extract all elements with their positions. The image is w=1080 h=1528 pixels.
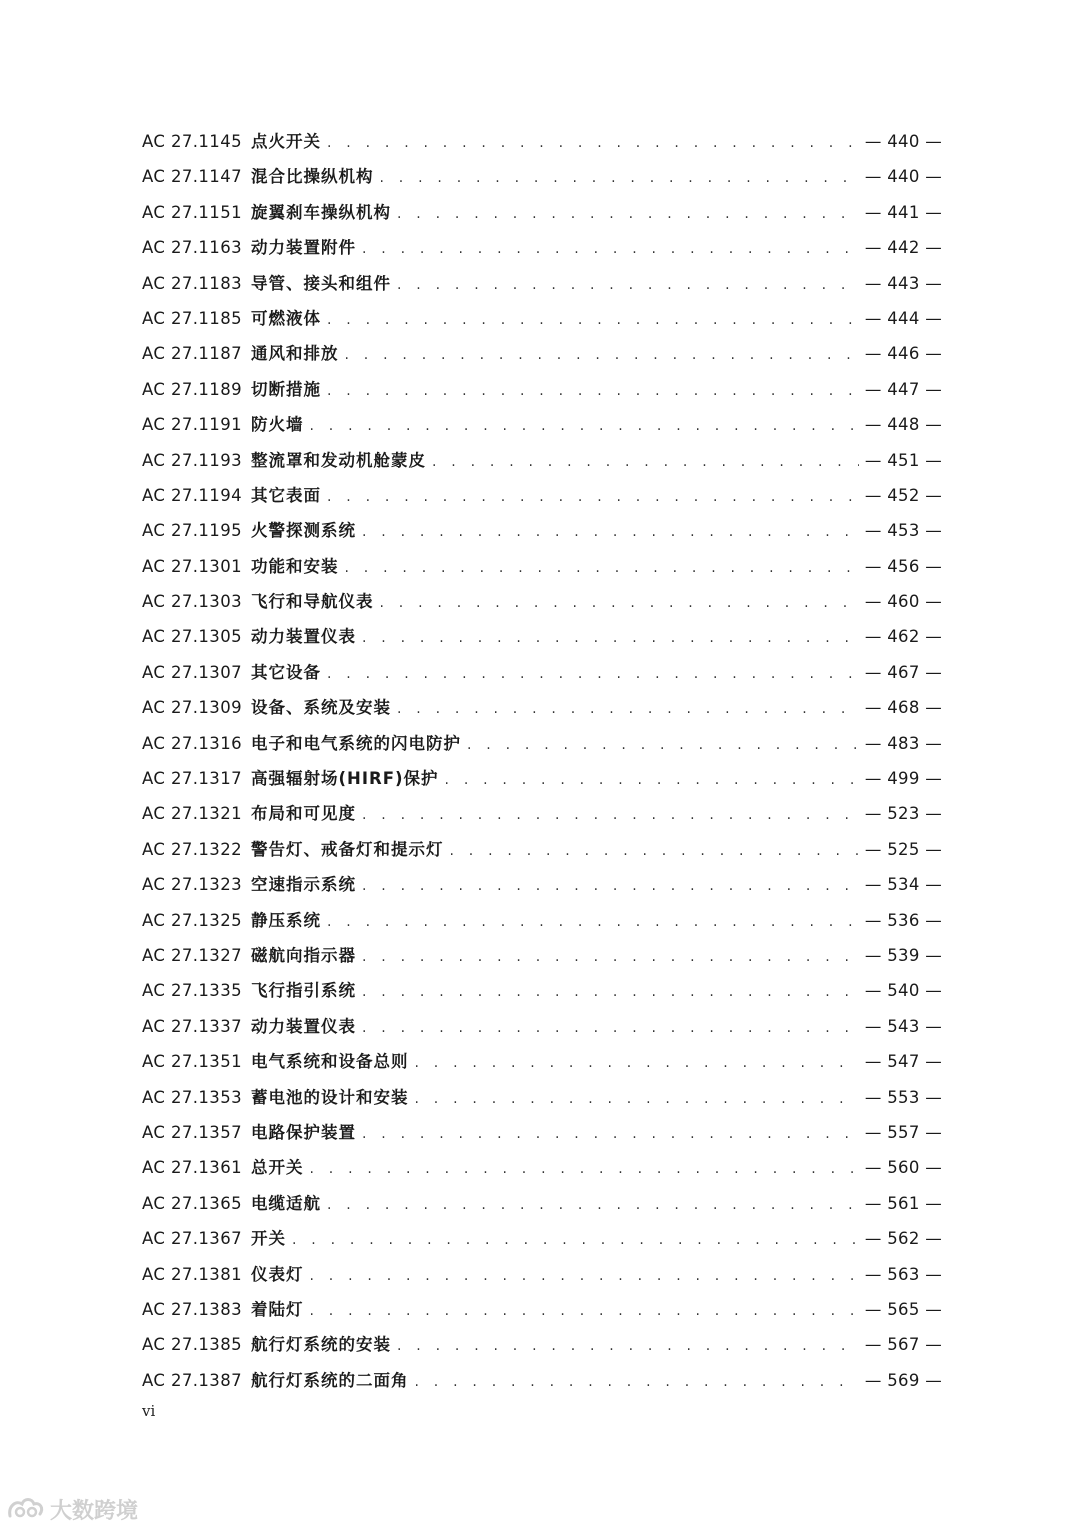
toc-entry-page: — 563 — [864, 1264, 942, 1284]
toc-entry [142, 761, 942, 796]
toc-entry-code: AC 27.1145 [142, 132, 242, 151]
toc-entry-code: AC 27.1361 [142, 1158, 242, 1178]
toc-entry-code: AC 27.1325 [142, 910, 242, 930]
toc-entry-page: — 536 — [864, 910, 942, 930]
toc-entry-page: — 543 — [864, 1016, 942, 1036]
toc-entry-page: — 452 — [864, 485, 942, 505]
toc-entry-title: 布局和可见度 [251, 804, 356, 824]
toc-entry [142, 903, 942, 938]
toc-entry-code: AC 27.1317 [142, 769, 242, 789]
toc-entry-code: AC 27.1337 [142, 1016, 242, 1036]
toc-entry-code: AC 27.1193 [142, 450, 242, 470]
toc-entry [142, 443, 942, 478]
toc-entry-title: 空速指示系统 [251, 875, 356, 895]
toc-entry-title: 电气系统和设备总则 [251, 1052, 409, 1072]
toc-entry-title: 磁航向指示器 [251, 945, 356, 965]
page-number: vi [142, 1402, 156, 1420]
toc-entry-code: AC 27.1365 [142, 1193, 242, 1213]
toc-entry-title: 其它设备 [251, 662, 321, 682]
dot-leader [415, 1365, 859, 1400]
toc-entry-code: AC 27.1383 [142, 1299, 242, 1319]
toc-entry-page: — 547 — [864, 1052, 942, 1072]
toc-entry-title: 通风和排放 [251, 344, 339, 364]
toc-entry-page: — 561 — [864, 1193, 942, 1213]
toc-entry-page: — 569 — [864, 1370, 942, 1390]
toc-entry [142, 1150, 942, 1185]
toc-entry-title: 电缆适航 [251, 1193, 321, 1213]
toc-entry [142, 478, 942, 513]
toc-entry-page: — 523 — [864, 804, 942, 824]
dot-leader [327, 905, 859, 940]
toc-entry [142, 1044, 942, 1079]
toc-entry [142, 195, 942, 230]
toc-entry-title: 切断措施 [251, 379, 321, 399]
dot-leader [380, 586, 859, 621]
toc-entry-title: 航行灯系统的安装 [251, 1335, 391, 1355]
toc-entry [142, 1363, 942, 1398]
toc-entry-code: AC 27.1327 [142, 945, 242, 965]
toc-entry-title: 旋翼刹车操纵机构 [251, 202, 391, 222]
toc-entry-page: — 456 — [864, 556, 942, 576]
toc-entry-page: — 460 — [864, 592, 942, 612]
toc-entry-page: — 565 — [864, 1299, 942, 1319]
toc-entry-page: — 442 — [864, 238, 942, 258]
toc-entry-code: AC 27.1385 [142, 1335, 242, 1355]
dot-leader [362, 621, 859, 656]
dot-leader [310, 1259, 859, 1294]
dot-leader [362, 515, 859, 550]
toc-entry-code: AC 27.1357 [142, 1122, 242, 1142]
toc-entry-page: — 499 — [864, 769, 942, 789]
toc-entry-page: — 560 — [864, 1158, 942, 1178]
toc-entry-title: 开关 [251, 1229, 286, 1249]
toc-entry [142, 1115, 942, 1150]
toc-entry-title: 电路保护装置 [251, 1122, 356, 1142]
toc-entry-title: 飞行和导航仪表 [251, 592, 374, 612]
toc-entry [142, 1186, 942, 1221]
toc-entry [142, 1292, 942, 1327]
dot-leader [362, 232, 859, 267]
dot-leader [380, 161, 859, 196]
toc-entry-title: 电子和电气系统的闪电防护 [251, 733, 461, 753]
toc-entry-code: AC 27.1187 [142, 344, 242, 364]
toc-entry [142, 1221, 942, 1256]
toc-entry-title: 设备、系统及安装 [251, 698, 391, 718]
toc-entry [142, 973, 942, 1008]
toc-entry [142, 513, 942, 548]
toc-entry [142, 867, 942, 902]
dot-leader [450, 834, 859, 869]
toc-entry [142, 301, 942, 336]
toc-entry-title: 动力装置附件 [251, 238, 356, 258]
dot-leader [327, 657, 859, 692]
toc-entry [142, 1080, 942, 1115]
dot-leader [362, 1011, 859, 1046]
dot-leader [415, 1046, 859, 1081]
toc-entry-code: AC 27.1307 [142, 662, 242, 682]
dot-leader [397, 197, 859, 232]
toc-entry-page: — 540 — [864, 981, 942, 1001]
dot-leader [327, 303, 859, 338]
toc-entry-page: — 562 — [864, 1229, 942, 1249]
dot-leader [432, 445, 859, 480]
dot-leader [445, 763, 859, 798]
toc-entry-title: 火警探测系统 [251, 521, 356, 541]
toc-entry-title: 飞行指引系统 [251, 981, 356, 1001]
toc-entry-page: — 557 — [864, 1122, 942, 1142]
dot-leader [310, 1152, 859, 1187]
dot-leader [362, 869, 859, 904]
toc-entry-title: 高强辐射场(HIRF)保护 [251, 769, 439, 789]
toc-entry-page: — 567 — [864, 1335, 942, 1355]
toc-entry-page: — 441 — [864, 202, 942, 222]
dot-leader [362, 798, 859, 833]
toc-entry-title: 着陆灯 [251, 1299, 304, 1319]
dot-leader [327, 480, 859, 515]
toc-entry-code: AC 27.1351 [142, 1052, 242, 1072]
toc-entry [142, 1009, 942, 1044]
toc-entry-title: 总开关 [251, 1158, 304, 1178]
dot-leader [327, 374, 859, 409]
toc-entry-page: — 453 — [864, 521, 942, 541]
toc-entry [142, 336, 942, 371]
toc-entry-title: 蓄电池的设计和安装 [251, 1087, 409, 1107]
toc-entry-page: — 553 — [864, 1087, 942, 1107]
toc-entry [142, 549, 942, 584]
toc-entry-title: 动力装置仪表 [251, 627, 356, 647]
toc-entry-code: AC 27.1309 [142, 698, 242, 718]
toc-entry-page: — 467 — [864, 662, 942, 682]
toc-entry [142, 159, 942, 194]
toc-entry [142, 1327, 942, 1362]
toc-entry-code: AC 27.1323 [142, 875, 242, 895]
toc-entry-title: 整流罩和发动机舱蒙皮 [251, 450, 426, 470]
dot-leader [467, 728, 859, 763]
toc-entry-code: AC 27.1185 [142, 308, 242, 328]
toc-entry-page: — 448 — [864, 415, 942, 435]
toc-entry [142, 230, 942, 265]
toc-entry-title: 动力装置仪表 [251, 1016, 356, 1036]
toc-entry-page: — 451 — [864, 450, 942, 470]
dot-leader [345, 551, 859, 586]
toc-entry [142, 796, 942, 831]
toc-entry-code: AC 27.1367 [142, 1229, 242, 1249]
dot-leader [362, 940, 859, 975]
toc-entry [142, 1257, 942, 1292]
toc-entry-title: 航行灯系统的二面角 [251, 1370, 409, 1390]
toc-entry-code: AC 27.1321 [142, 804, 242, 824]
toc-entry-code: AC 27.1381 [142, 1264, 242, 1284]
dot-leader [397, 268, 859, 303]
toc-entry-title: 静压系统 [251, 910, 321, 930]
toc-entry-page: — 444 — [864, 308, 942, 328]
toc-entry-page: — 539 — [864, 945, 942, 965]
toc-entry-code: AC 27.1151 [142, 202, 242, 222]
toc-entry-page: — 534 — [864, 875, 942, 895]
toc-entry [142, 690, 942, 725]
toc-entry [142, 832, 942, 867]
dot-leader [362, 975, 859, 1010]
watermark [6, 1491, 138, 1527]
toc-entry [142, 124, 942, 159]
toc-entry-code: AC 27.1301 [142, 556, 242, 576]
toc-entry [142, 655, 942, 690]
toc-entry-code: AC 27.1353 [142, 1087, 242, 1107]
dot-leader [327, 1188, 859, 1223]
toc-entry [142, 584, 942, 619]
toc-entry-code: AC 27.1147 [142, 167, 242, 187]
dot-leader [397, 692, 859, 727]
toc-entry [142, 619, 942, 654]
toc-entry-title: 警告灯、戒备灯和提示灯 [251, 839, 444, 859]
toc-entry-page: — 446 — [864, 344, 942, 364]
toc-entry-page: — 440 — [864, 167, 942, 187]
brand-logo-icon [6, 1494, 46, 1524]
toc-entry [142, 407, 942, 442]
toc-entry-title: 功能和安装 [251, 556, 339, 576]
table-of-contents [142, 124, 942, 1398]
toc-entry-title: 其它表面 [251, 485, 321, 505]
toc-entry-title: 仪表灯 [251, 1264, 304, 1284]
dot-leader [292, 1223, 859, 1258]
dot-leader [415, 1082, 859, 1117]
toc-entry-title: 防火墙 [251, 415, 304, 435]
dot-leader [310, 409, 859, 444]
toc-entry-page: — 525 — [864, 839, 942, 859]
toc-entry-code: AC 27.1195 [142, 521, 242, 541]
dot-leader [310, 1294, 859, 1329]
toc-entry-code: AC 27.1316 [142, 733, 242, 753]
toc-entry-page: — 447 — [864, 379, 942, 399]
toc-entry [142, 938, 942, 973]
toc-entry-page: — 462 — [864, 627, 942, 647]
toc-entry-page: — 483 — [864, 733, 942, 753]
dot-leader [397, 1329, 859, 1364]
toc-entry-title: 点火开关 [251, 132, 321, 151]
watermark-text: 大数跨境 [50, 1498, 139, 1524]
dot-leader [362, 1117, 859, 1152]
toc-entry-code: AC 27.1322 [142, 839, 242, 859]
toc-entry [142, 726, 942, 761]
dot-leader [345, 338, 859, 373]
toc-entry-page: — 468 — [864, 698, 942, 718]
toc-entry-code: AC 27.1335 [142, 981, 242, 1001]
toc-entry-title: 混合比操纵机构 [251, 167, 374, 187]
toc-entry-title: 可燃液体 [251, 308, 321, 328]
toc-entry [142, 266, 942, 301]
toc-entry [142, 372, 942, 407]
toc-entry-code: AC 27.1183 [142, 273, 242, 293]
toc-entry-page: — 440 — [864, 132, 942, 151]
toc-entry-title: 导管、接头和组件 [251, 273, 391, 293]
toc-entry-page: — 443 — [864, 273, 942, 293]
toc-entry-code: AC 27.1191 [142, 415, 242, 435]
toc-entry-code: AC 27.1305 [142, 627, 242, 647]
toc-entry-code: AC 27.1189 [142, 379, 242, 399]
dot-leader [327, 126, 859, 161]
toc-entry-code: AC 27.1194 [142, 485, 242, 505]
toc-entry-code: AC 27.1303 [142, 592, 242, 612]
toc-entry-code: AC 27.1387 [142, 1370, 242, 1390]
toc-entry-code: AC 27.1163 [142, 238, 242, 258]
